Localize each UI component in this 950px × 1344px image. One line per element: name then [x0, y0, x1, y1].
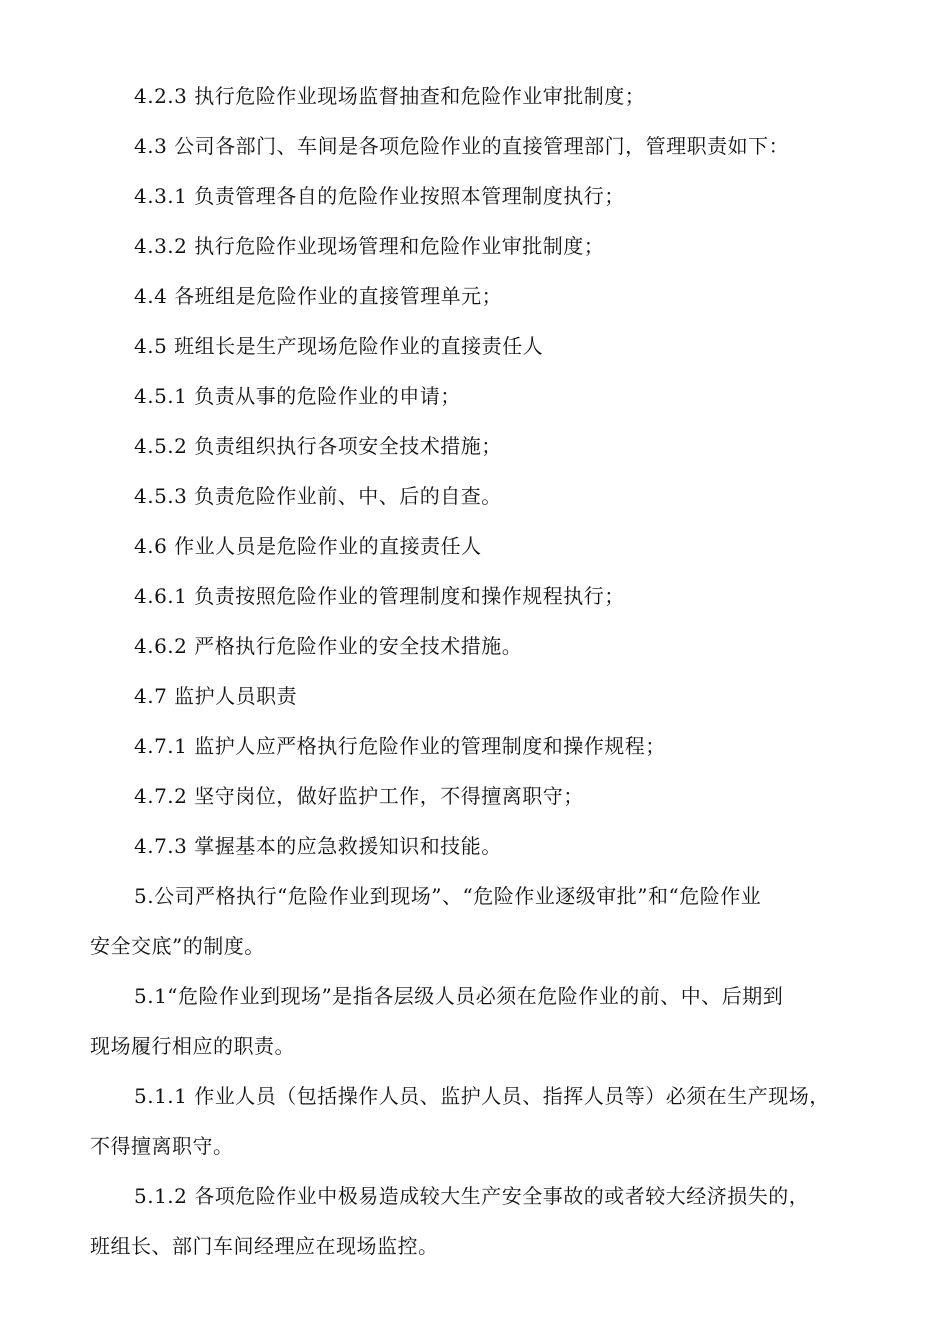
clause-4-5-2: 4.5.2 负责组织执行各项安全技术措施；: [134, 434, 502, 458]
clause-4-7-2: 4.7.2 坚守岗位，做好监护工作，不得擅离职守；: [134, 784, 584, 808]
clause-4-7: 4.7 监护人员职责: [134, 684, 298, 708]
clause-4-6-2: 4.6.2 严格执行危险作业的安全技术措施。: [134, 634, 523, 658]
clause-4-4: 4.4 各班组是危险作业的直接管理单元；: [134, 284, 503, 308]
clause-4-7-3: 4.7.3 掌握基本的应急救援知识和技能。: [134, 834, 502, 858]
clause-5-first-line: 5.公司严格执行“危险作业到现场”、“危险作业逐级审批”和“危险作业: [134, 884, 762, 908]
clause-5-1-first-line: 5.1“危险作业到现场”是指各层级人员必须在危险作业的前、中、后期到: [134, 984, 784, 1008]
clause-4-5-3: 4.5.3 负责危险作业前、中、后的自查。: [134, 484, 502, 508]
clause-4-7-1: 4.7.1 监护人应严格执行危险作业的管理制度和操作规程；: [134, 734, 666, 758]
clause-5-1-continuation: 现场履行相应的职责。: [90, 1034, 295, 1058]
clause-5-1-2-first-line: 5.1.2 各项危险作业中极易造成较大生产安全事故的或者较大经济损失的，: [134, 1184, 810, 1208]
clause-4-6: 4.6 作业人员是危险作业的直接责任人: [134, 534, 482, 558]
clause-4-5-1: 4.5.1 负责从事的危险作业的申请；: [134, 384, 461, 408]
clause-5-continuation: 安全交底”的制度。: [90, 934, 265, 958]
clause-4-3-1: 4.3.1 负责管理各自的危险作业按照本管理制度执行；: [134, 184, 625, 208]
clause-4-6-1: 4.6.1 负责按照危险作业的管理制度和操作规程执行；: [134, 584, 625, 608]
clause-4-3: 4.3 公司各部门、车间是各项危险作业的直接管理部门，管理职责如下：: [134, 134, 790, 158]
clause-4-2-3: 4.2.3 执行危险作业现场监督抽查和危险作业审批制度；: [134, 84, 646, 108]
clause-4-3-2: 4.3.2 执行危险作业现场管理和危险作业审批制度；: [134, 234, 605, 258]
clause-5-1-1-continuation: 不得擅离职守。: [90, 1134, 234, 1158]
clause-5-1-1-first-line: 5.1.1 作业人员（包括操作人员、监护人员、指挥人员等）必须在生产现场，: [134, 1084, 830, 1108]
clause-5-1-2-continuation: 班组长、部门车间经理应在现场监控。: [90, 1234, 439, 1258]
clause-4-5: 4.5 班组长是生产现场危险作业的直接责任人: [134, 334, 544, 358]
